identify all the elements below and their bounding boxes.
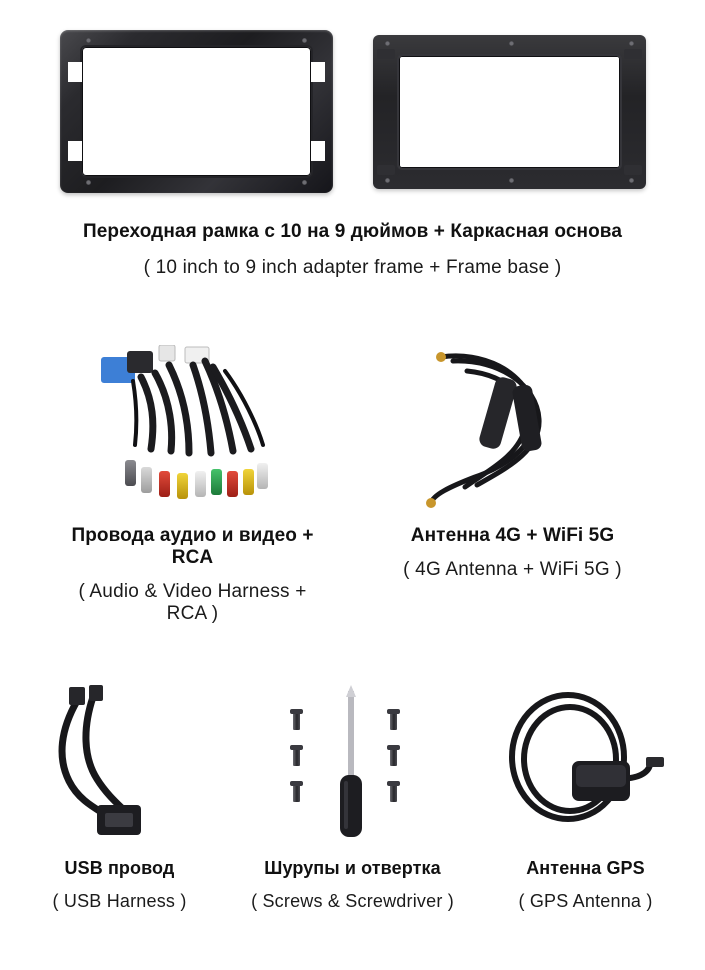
section-frames — [0, 30, 705, 279]
section-accessories — [0, 668, 705, 912]
screws-caption-en: ( Screws & Screwdriver ) — [251, 891, 454, 911]
usb-cable-image — [35, 683, 205, 848]
harness-caption-ru: Провода аудио и видео + RCA — [71, 525, 314, 568]
screws-caption-ru: Шурупы и отвертка — [264, 858, 441, 878]
frames-caption-en: ( 10 inch to 9 inch adapter frame + Frame base ) — [143, 257, 562, 278]
antenna-4g-image — [413, 345, 613, 515]
adapter-frame-image — [60, 30, 333, 193]
section-harness-antenna — [0, 335, 705, 625]
column-usb — [12, 668, 227, 912]
usb-caption-en: ( USB Harness ) — [52, 891, 187, 911]
usb-caption-ru: USB провод — [64, 858, 175, 878]
column-screws — [245, 668, 460, 912]
frames-row — [0, 30, 705, 193]
wiring-harness-image — [93, 345, 293, 515]
antenna-4g-caption-en: ( 4G Antenna + WiFi 5G ) — [403, 559, 622, 580]
frames-caption-ru: Переходная рамка с 10 на 9 дюймов + Каркасная основа — [82, 221, 623, 242]
antenna-4g-caption-ru: Антенна 4G + WiFi 5G — [410, 525, 615, 546]
column-antenna-4g — [388, 335, 638, 625]
gps-caption-en: ( GPS Antenna ) — [518, 891, 653, 911]
gps-caption-ru: Антенна GPS — [526, 858, 645, 878]
harness-caption-en: ( Audio & Video Harness + RCA ) — [78, 581, 307, 624]
gps-antenna-image — [498, 683, 673, 848]
column-gps — [478, 668, 693, 912]
column-harness — [68, 335, 318, 625]
frame-base-image — [373, 35, 646, 189]
screws-screwdriver-image — [268, 683, 438, 848]
